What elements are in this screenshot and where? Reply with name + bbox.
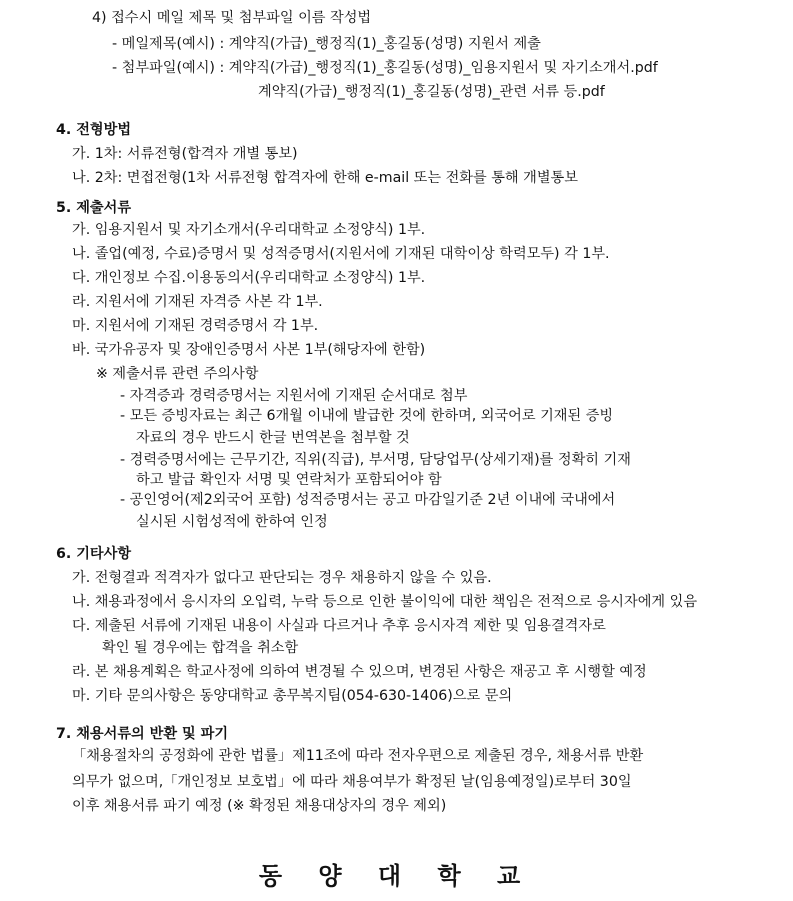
list-item: 다. 개인정보 수집.이용동의서(우리대학교 소정양식) 1부.: [72, 270, 426, 286]
list-item: 바. 국가유공자 및 장애인증명서 사본 1부(해당자에 한함): [72, 342, 426, 358]
list-item: 마. 지원서에 기재된 경력증명서 각 1부.: [72, 318, 319, 334]
paragraph-line: 의무가 없으며,「개인정보 보호법」에 따라 채용여부가 확정된 날(임용예정일)로부터 30일: [72, 774, 632, 790]
section-heading-documents: 5. 제출서류: [56, 200, 132, 216]
list-item: 가. 1차: 서류전형(합격자 개별 통보): [72, 146, 298, 162]
section-heading-selection: 4. 전형방법: [56, 122, 132, 138]
list-item: 라. 본 채용계획은 학교사정에 의하여 변경될 수 있으며, 변경된 사항은 재공고 후 시행할 예정: [72, 664, 647, 680]
note-item-cont: 하고 발급 확인자 서명 및 연락처가 포함되어야 함: [136, 472, 442, 488]
note-item-cont: 자료의 경우 반드시 한글 번역본을 첨부할 것: [136, 430, 410, 446]
note-item: - 모든 증빙자료는 최근 6개월 이내에 발급한 것에 한하며, 외국어로 기재된 증빙: [120, 408, 614, 424]
organization-name: 동 양 대 학 교: [258, 862, 535, 890]
list-item-cont: 확인 될 경우에는 합격을 취소함: [102, 640, 299, 656]
paragraph-line: 이후 채용서류 파기 예정 (※ 확정된 채용대상자의 경우 제외): [72, 798, 447, 814]
list-item: 가. 임용지원서 및 자기소개서(우리대학교 소정양식) 1부.: [72, 222, 426, 238]
note-item: - 공인영어(제2외국어 포함) 성적증명서는 공고 마감일기준 2년 이내에 국내에서: [120, 492, 616, 508]
note-item: - 자격증과 경력증명서는 지원서에 기재된 순서대로 첨부: [120, 388, 468, 404]
list-item: 나. 졸업(예정, 수료)증명서 및 성적증명서(지원서에 기재된 대학이상 학력모두) 각 1부.: [72, 246, 610, 262]
list-item: 나. 2차: 면접전형(1차 서류전형 합격자에 한해 e-mail 또는 전화를 통해 개별통보: [72, 170, 578, 186]
note-title: ※ 제출서류 관련 주의사항: [96, 366, 259, 382]
list-item: 나. 채용과정에서 응시자의 오입력, 누락 등으로 인한 불이익에 대한 책임은 전적으로 응시자에게 있음: [72, 594, 698, 610]
attachment-example-1: - 첨부파일(예시) : 계약직(가급)_행정직(1)_홍길동(성명)_임용지원서 및 자기소개서.pdf: [112, 60, 658, 76]
section-heading-etc: 6. 기타사항: [56, 546, 132, 562]
list-item: 마. 기타 문의사항은 동양대학교 총무복지팀(054-630-1406)으로 문의: [72, 688, 513, 704]
list-item: 다. 제출된 서류에 기재된 내용이 사실과 다르거나 추후 응시자격 제한 및 임용결격자로: [72, 618, 606, 634]
subsection-title: 4) 접수시 메일 제목 및 첨부파일 이름 작성법: [92, 10, 372, 26]
note-item-cont: 실시된 시험성적에 한하여 인정: [136, 514, 328, 530]
mail-title-example: - 메일제목(예시) : 계약직(가급)_행정직(1)_홍길동(성명) 지원서 제출: [112, 36, 541, 52]
list-item: 가. 전형결과 적격자가 없다고 판단되는 경우 채용하지 않을 수 있음.: [72, 570, 492, 586]
note-item: - 경력증명서에는 근무기간, 직위(직급), 부서명, 담당업무(상세기재)를 정확히 기재: [120, 452, 631, 468]
paragraph-line: 「채용절차의 공정화에 관한 법률」제11조에 따라 전자우편으로 제출된 경우, 채용서류 반환: [72, 748, 644, 764]
attachment-example-2: 계약직(가급)_행정직(1)_홍길동(성명)_관련 서류 등.pdf: [258, 84, 605, 100]
section-heading-return: 7. 채용서류의 반환 및 파기: [56, 726, 229, 742]
list-item: 라. 지원서에 기재된 자격증 사본 각 1부.: [72, 294, 323, 310]
